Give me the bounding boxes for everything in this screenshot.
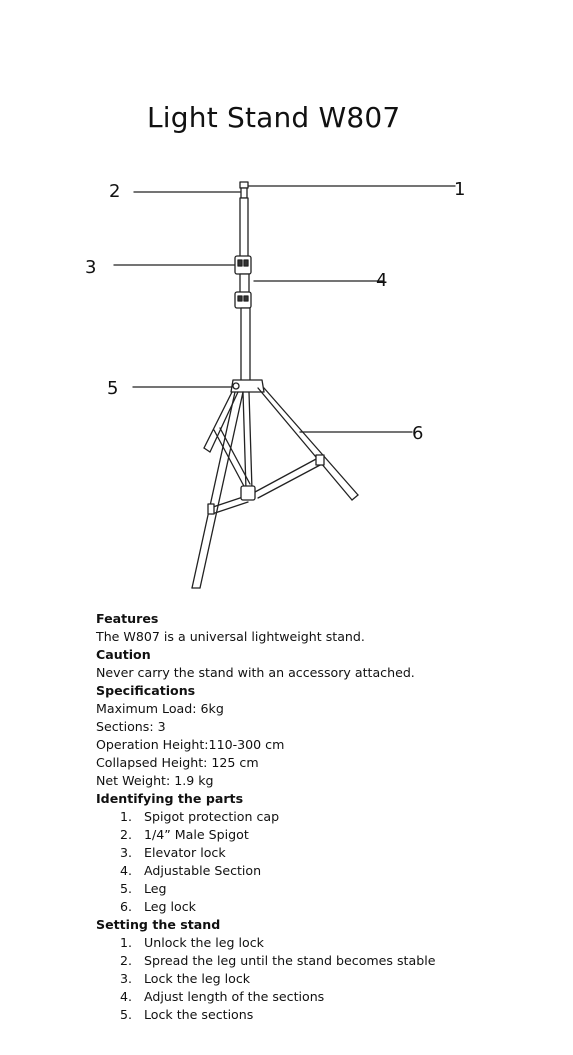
- features-heading: Features: [96, 611, 159, 626]
- list-number: 5.: [120, 1007, 133, 1022]
- lower-section: [241, 308, 250, 383]
- leg-lock: [241, 486, 255, 500]
- caution-heading: Caution: [96, 647, 151, 662]
- list-item: [96, 1006, 536, 1024]
- spec-line: Collapsed Height: 125 cm: [96, 755, 259, 770]
- list-text: Adjustable Section: [144, 863, 262, 878]
- parts-list: [96, 808, 536, 916]
- callout-6: 6: [412, 423, 424, 444]
- caution-text: Never carry the stand with an accessory attached.: [96, 665, 415, 680]
- list-number: 1.: [120, 935, 133, 950]
- list-text: Adjust length of the sections: [144, 989, 325, 1004]
- list-item: [96, 988, 536, 1006]
- list-number: 3.: [120, 845, 133, 860]
- list-item: [96, 826, 536, 844]
- list-number: 2.: [120, 953, 133, 968]
- top-section: [240, 198, 248, 258]
- list-item: [96, 934, 536, 952]
- setting-heading: Setting the stand: [96, 917, 221, 932]
- spec-line: Sections: 3: [96, 719, 166, 734]
- list-item: [96, 952, 536, 970]
- callout-4: 4: [376, 270, 388, 291]
- list-number: 4.: [120, 989, 133, 1004]
- spec-line: Net Weight: 1.9 kg: [96, 773, 214, 788]
- list-number: 2.: [120, 827, 133, 842]
- list-item: [96, 970, 536, 988]
- list-text: Spigot protection cap: [144, 809, 280, 824]
- list-number: 6.: [120, 899, 133, 914]
- list-text: Spread the leg until the stand becomes stable: [144, 953, 436, 968]
- list-number: 4.: [120, 863, 133, 878]
- leg-front: [192, 392, 235, 588]
- spigot: [241, 188, 247, 198]
- list-item: [96, 844, 536, 862]
- list-number: 1.: [120, 809, 133, 824]
- list-text: Leg: [144, 881, 167, 896]
- spec-line: Operation Height:110-300 cm: [96, 737, 285, 752]
- features-text: The W807 is a universal lightweight stand.: [96, 629, 365, 644]
- list-text: Lock the sections: [144, 1007, 254, 1022]
- page-title: Light Stand W807: [147, 101, 401, 134]
- list-text: Unlock the leg lock: [144, 935, 264, 950]
- callout-3: 3: [85, 257, 97, 278]
- list-text: Leg lock: [144, 899, 196, 914]
- middle-section: [240, 274, 249, 294]
- parts-heading: Identifying the parts: [96, 791, 244, 806]
- spigot-cap: [240, 182, 248, 188]
- list-number: 5.: [120, 881, 133, 896]
- setting-list: [96, 934, 536, 1024]
- list-text: Elevator lock: [144, 845, 226, 860]
- list-text: Lock the leg lock: [144, 971, 251, 986]
- list-number: 3.: [120, 971, 133, 986]
- leg-back-left: [204, 392, 232, 448]
- list-text: 1/4” Male Spigot: [144, 827, 249, 842]
- specifications-heading: Specifications: [96, 683, 196, 698]
- document-body: [96, 610, 536, 1024]
- list-item: [96, 862, 536, 880]
- spec-line: Maximum Load: 6kg: [96, 701, 224, 716]
- callout-5: 5: [107, 378, 119, 399]
- callout-1: 1: [454, 179, 466, 200]
- list-item: [96, 898, 536, 916]
- list-item: [96, 880, 536, 898]
- callout-2: 2: [109, 181, 121, 202]
- list-item: [96, 808, 536, 826]
